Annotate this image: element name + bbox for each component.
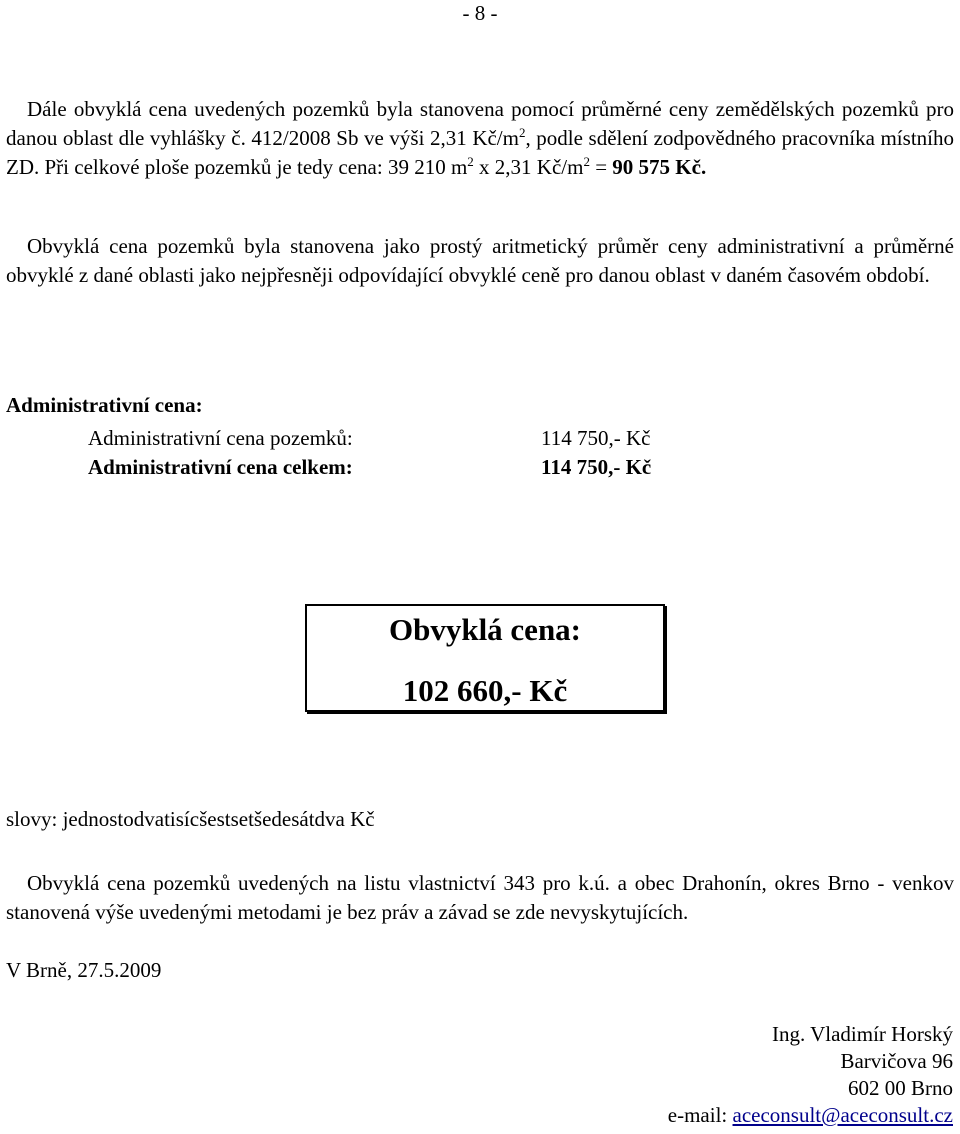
email-label: e-mail: [667, 1103, 733, 1127]
admin-row-value-total: 114 750,- Kč [541, 455, 652, 479]
superscript: 2 [467, 154, 474, 169]
admin-row-label-total: Administrativní cena celkem: [88, 455, 353, 479]
admin-row-value-land: 114 750,- Kč [541, 426, 651, 450]
market-price-title: Obvyklá cena: [388, 612, 582, 647]
price-text-2: , podle sdělení zodpovědného pracovníka místního ZD. Při celkové ploše pozemků je tedy cena: 39 210 m [6, 126, 954, 179]
signature-email-line [668, 1103, 953, 1128]
admin-row-label-land: Administrativní cena pozemků: [88, 426, 353, 450]
signature-name: Ing. Vladimír Horský [771, 1022, 953, 1046]
method-paragraph: Obvyklá cena pozemků byla stanovena jako prostý aritmetický průměr ceny administrativní a průměrné obvyklé z dané oblasti jako nejpřesněji odpovídající obvyklé ceně pro danou oblast v daném časovém období. [6, 234, 954, 287]
price-text-4: = [589, 155, 613, 179]
price-paragraph [6, 95, 954, 182]
price-result: 90 575 Kč. [612, 155, 707, 179]
amount-in-words: slovy: jednostodvatisícšestsetšedesátdva Kč [6, 807, 375, 831]
admin-heading: Administrativní cena: [6, 393, 203, 417]
place-date: V Brně, 27.5.2009 [6, 958, 162, 982]
signature-street: Barvičova 96 [840, 1049, 953, 1073]
email-link[interactable]: aceconsult@aceconsult.cz [732, 1103, 953, 1127]
signature-city: 602 00 Brno [848, 1076, 953, 1100]
price-text-1: Dále obvyklá cena uvedených pozemků byla stanovena pomocí průměrné ceny zemědělských pozemků pro danou oblast dle vyhlášky č. 412/2008 Sb ve výši 2,31 Kč/m [6, 97, 954, 150]
superscript: 2 [518, 125, 526, 140]
superscript: 2 [583, 154, 590, 169]
market-price-value: 102 660,- Kč [402, 673, 568, 708]
conclusion-paragraph: Obvyklá cena pozemků uvedených na listu vlastnictví 343 pro k.ú. a obec Drahonín, okres Brno - venkov stanovená výše uvedenými metodami je bez práv a závad se zde nevyskytujících. [6, 871, 954, 924]
market-price-box [305, 604, 665, 712]
page-number: - 8 - [462, 1, 498, 25]
price-text-3: x 2,31 Kč/m [473, 155, 584, 179]
